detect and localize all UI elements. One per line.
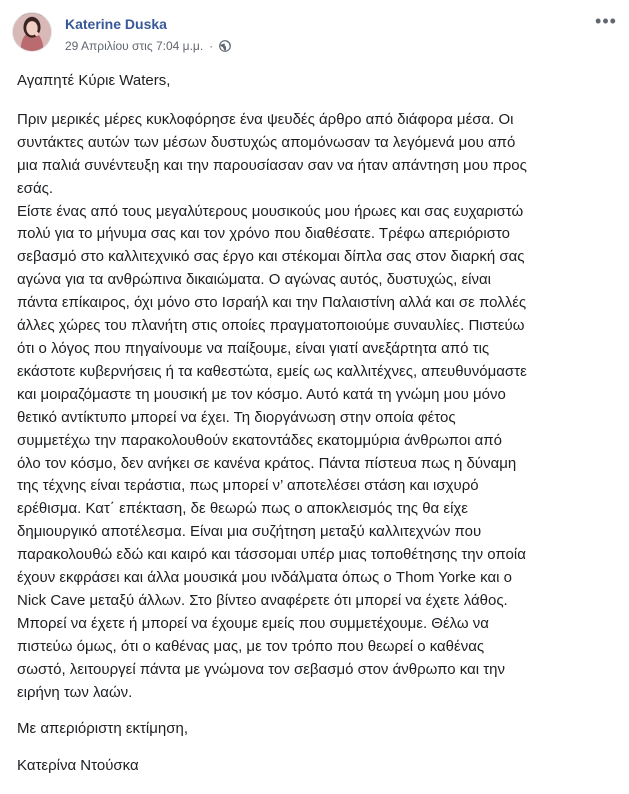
meta-separator: · [209,39,214,53]
body-line: μια παλιά συνέντευξη και την παρουσίασαν σαν να ήταν απάντηση μου προς [17,156,527,174]
post-timestamp[interactable]: 29 Απριλίου στις 7:04 μ.μ. [65,39,204,53]
avatar-image [13,13,51,51]
body-line: σεβασμό στο καλλιτεχνικό σας έργο και στέκομαι δίπλα σας στον διαρκή σας [17,248,525,266]
body-line: έχουν εκφράσει και άλλα μουσικά μου ινδάλματα όπως ο Thom Yorke και ο [17,569,512,587]
body-line: και μοιραζόμαστε τη μουσική με τον κόσμο. Αυτό κατά τη γνώμη μου μόνο [17,385,506,403]
globe-icon[interactable] [219,40,231,52]
body-line: παρακολουθώ εδώ και καιρό και τάσσομαι υπέρ μιας τοποθέτησης την οποία [17,546,526,564]
body-line: πολύ για το μήνυμα σας και τον χρόνο που διαθέσατε. Τρέφω απεριόριστο [17,225,510,243]
body-line: Πριν μερικές μέρες κυκλοφόρησε ένα ψευδές άρθρο από διάφορα μέσα. Οι [17,110,514,128]
body-line: ειρήνη των λαών. [17,683,133,701]
body-line: πάντα επίκαιρος, όχι μόνο στο Ισραήλ και την Παλαιστίνη αλλά και σε πολλές [17,294,527,312]
body-line: άλλες χώρες του πλανήτη στις οποίες πραγματοποιούμε συναυλίες. Πιστεύω [17,317,525,335]
body-line: εσάς. [17,179,54,197]
body-line: ότι ο λόγος που πηγαίνουμε να παίξουμε, είναι γιατί ανεξάρτητα από τις [17,339,490,357]
body-line: Μπορεί να έχετε ή μπορεί να έχουμε εμείς που συμμετέχουμε. Θέλω να [17,614,489,632]
letter-body [17,109,617,705]
author-avatar[interactable] [12,12,52,52]
body-line: θετικό αντίκτυπο μπορεί να έχει. Τη διοργάνωση στην οποία φέτος [17,408,456,426]
post-text [17,70,617,778]
body-line: συμμετέχω την παρακολουθούν εκατοντάδες εκατομμύρια άνθρωποι από [17,431,502,449]
body-line: όλο τον κόσμο, δεν ανήκει σε κανένα κράτος. Πάντα πίστευα πως η δύναμη [17,454,517,472]
body-line: Nick Cave μεταξύ άλλων. Στο βίντεο αναφέρετε ότι μπορεί να έχετε λάθος. [17,591,508,609]
author-name[interactable]: Katerine Duska [65,16,167,32]
letter-signature: Κατερίνα Ντούσκα [17,757,139,775]
body-line: σωστό, λειτουργεί πάντα με γνώμονα τον σεβασμό στον άνθρωπο και την [17,660,506,678]
more-options-icon[interactable]: ••• [595,11,617,31]
body-line: δημιουργικό αποτέλεσμα. Είναι μια συζήτηση μεταξύ καλλιτεχνών που [17,523,482,541]
body-line: της τέχνης είναι τεράστια, πως μπορεί ν’ αποτελέσει στάση και ισχυρό [17,477,479,495]
letter-closing: Με απεριόριστη εκτίμηση, [17,720,189,738]
body-line: ερέθισμα. Κατ΄ επέκταση, δε θεωρώ πως ο αποκλεισμός της θα είχε [17,500,468,518]
letter-greeting: Αγαπητέ Κύριε Waters, [17,72,171,89]
post-meta [65,39,231,53]
body-line: συντάκτες αυτών των μέσων δυστυχώς απομόνωσαν τα λεγόμενά μου από [17,133,516,151]
body-line: αγώνα για τα ανθρώπινα δικαιώματα. Ο αγώνας αυτός, δυστυχώς, είναι [17,271,491,289]
body-line: Είστε ένας από τους μεγαλύτερους μουσικούς μου ήρωες και σας ευχαριστώ [17,202,524,220]
body-line: πιστεύω όμως, ότι ο καθένας μας, με τον τρόπο που θεωρεί ο καθένας [17,637,485,655]
post-header [12,12,617,58]
body-line: εκάστοτε κυβερνήσεις ή τα καθεστώτα, εμείς ως καλλιτέχνες, απευθυνόμαστε [17,362,527,380]
